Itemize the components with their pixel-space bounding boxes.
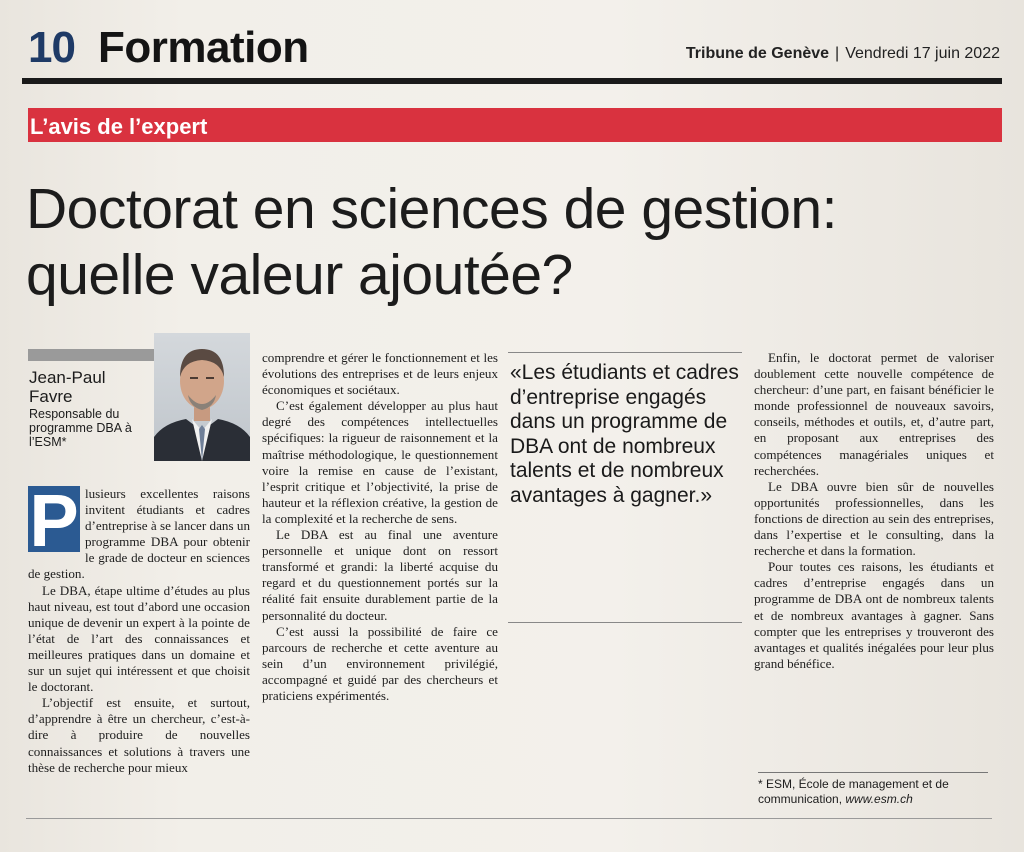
pullquote-rule-top xyxy=(508,352,742,353)
article-column-2 xyxy=(262,350,498,704)
page-number: 10 xyxy=(28,23,75,72)
masthead-separator: | xyxy=(835,45,840,62)
author-name: Jean-Paul Favre xyxy=(29,368,106,406)
pullquote-rule-bottom xyxy=(508,622,742,623)
paragraph-9: Le DBA ouvre bien sûr de nouvelles opportunités professionnelles, dans les fonctions de direction au sein des entreprises, dans l’expertise et le consulting, dans la recherche et dans la formation. xyxy=(754,478,994,559)
kicker-text: L’avis de l’expert xyxy=(30,114,208,139)
publication-name: Tribune de Genève xyxy=(685,45,830,62)
footnote-text: * ESM, École de management et de communication, xyxy=(758,777,949,806)
publication-date: Vendredi 17 juin 2022 xyxy=(845,45,1000,62)
paragraph-3: L’objectif est ensuite, et surtout, d’apprendre à être un chercheur, c’est-à-dire à produire de nouvelles connaissances et solutions à travers une thèse de recherche pour mieux xyxy=(28,695,250,775)
drop-cap: P xyxy=(29,479,79,562)
paragraph-1 xyxy=(28,479,250,583)
author-role: Responsable du programme DBA à l’ESM* xyxy=(29,407,132,449)
author-portrait-photo xyxy=(154,333,250,461)
footnote-url[interactable]: www.esm.ch xyxy=(845,792,913,806)
masthead-info xyxy=(686,46,1000,62)
section-title: Formation xyxy=(98,23,309,72)
paragraph-2: Le DBA, étape ultime d’études au plus haut niveau, est tout d’abord une occasion unique de devenir un expert à la pointe de l’état de l’art des connaissances et meilleures pratiques dans un domaine et sur un sujet qui intéressent et que choisit le doctorant. xyxy=(28,582,250,695)
paragraph-5: C’est également développer au plus haut degré des compétences intellectuelles spécifiques: la rigueur de raisonnement et la maîtrise méthodologique, le questionnement voire la remise en cause de l’existant, l’esprit critique et l’objectivité, la prise de hauteur et la réflexion créative, la gestion de la complexité et la recherche de sens. xyxy=(262,398,498,526)
header-rule xyxy=(22,78,1002,84)
article-column-4 xyxy=(754,350,994,672)
pullquote: «Les étudiants et cadres d’entreprise engagés dans un programme de DBA ont de nombreux talents et de nombreux avantages à gagner.» xyxy=(510,361,739,507)
paragraph-8: Enfin, le doctorat permet de valoriser doublement cette nouvelle compétence de chercheur: d’une part, en faisant bénéficier le monde professionnel de nouveaux savoirs, conseils, méthodes et outils, et, d’autre part, en proposant aux entreprises des compétences managériales uniques et recherchées. xyxy=(754,350,994,478)
paragraph-10: Pour toutes ces raisons, les étudiants et cadres d’entreprise engagés dans un programme de DBA ont de nombreux talents et de nombreux avantages à gagner. Sans compter que les entreprises y trouveront des avantages et qualités inégalées pour leur plus grand bénéfice. xyxy=(754,559,994,671)
paragraph-7: C’est aussi la possibilité de faire ce parcours de recherche et cette aventure au sein d’un environnement privilégié, accompagné et guidé par des chercheurs et praticiens expérimentés. xyxy=(262,623,498,703)
article-column-1 xyxy=(28,479,250,776)
paragraph-4: comprendre et gérer le fonctionnement et les évolutions des entreprises et de leurs enjeux économiques et sociétaux. xyxy=(262,350,498,398)
article-headline: Doctorat en sciences de gestion: quelle valeur ajoutée? xyxy=(26,177,837,307)
page-bottom-rule xyxy=(26,818,992,819)
paragraph-1-text: lusieurs excellentes raisons invitent étudiants et cadres d’entreprise à se lancer dans un programme DBA pour obtenir le grade de docteur en sciences de gestion. xyxy=(28,486,250,582)
footnote-rule xyxy=(758,772,988,773)
portrait-icon xyxy=(154,333,250,461)
paragraph-6: Le DBA est au final une aventure personnelle et unique dont on ressort transformé et grandi: la liberté acquise du regard et du questionnement portés sur la réalité fait ensuite durablement partie de la personnalité du docteur. xyxy=(262,527,498,623)
footnote xyxy=(758,777,998,807)
